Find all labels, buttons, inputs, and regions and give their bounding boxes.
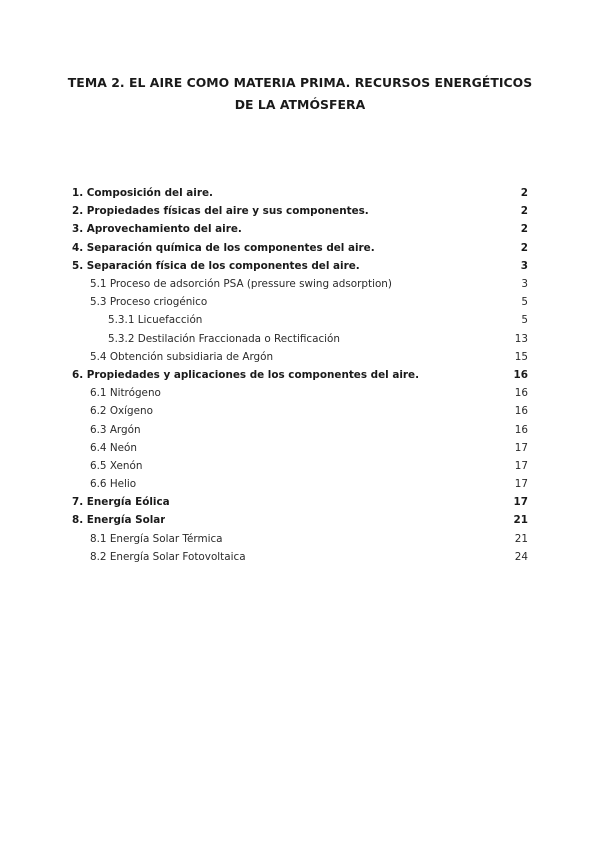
toc-entry[interactable] [72,239,528,257]
toc-entry-label: 8.1 Energía Solar Térmica [90,532,223,545]
toc-entry-page-number: 2 [520,205,528,218]
toc-entry-page-number: 16 [514,405,528,418]
toc-entry[interactable] [72,548,528,566]
table-of-contents [72,184,528,566]
toc-entry-label: 5.3.2 Destilación Fraccionada o Rectificación [108,332,341,345]
toc-entry[interactable] [72,293,528,311]
title-line-2: DE LA ATMÓSFERA [234,97,366,112]
toc-entry-page-number: 2 [520,187,528,200]
toc-entry-page-number: 2 [520,223,528,236]
toc-entry-label: 6.1 Nitrógeno [90,387,161,400]
toc-entry-label: 1. Composición del aire. [72,187,213,200]
toc-entry-page-number: 16 [514,423,528,436]
toc-entry-label: 8.2 Energía Solar Fotovoltaica [90,550,246,563]
toc-entry[interactable] [72,475,528,493]
toc-entry[interactable] [72,348,528,366]
toc-entry-page-number: 17 [514,441,528,454]
toc-entry-label: 2. Propiedades físicas del aire y sus componentes. [72,205,369,218]
toc-entry-page-number: 21 [513,514,528,527]
toc-entry[interactable] [72,220,528,238]
toc-entry[interactable] [72,420,528,438]
toc-entry-page-number: 17 [514,459,528,472]
toc-entry[interactable] [72,184,528,202]
toc-entry-page-number: 16 [513,368,528,381]
toc-entry-label: 7. Energía Eólica [72,496,170,509]
toc-entry[interactable] [72,257,528,275]
toc-entry[interactable] [72,311,528,329]
toc-entry-label: 6. Propiedades y aplicaciones de los componentes del aire. [72,368,420,381]
toc-entry-page-number: 17 [513,496,528,509]
toc-entry[interactable] [72,202,528,220]
toc-entry-label: 5.1 Proceso de adsorción PSA (pressure swing adsorption) [90,278,392,291]
toc-entry-page-number: 3 [520,259,528,272]
toc-entry[interactable] [72,530,528,548]
toc-entry-label: 8. Energía Solar [72,514,166,527]
toc-entry[interactable] [72,511,528,529]
toc-entry[interactable] [72,384,528,402]
page-title [60,72,540,116]
toc-entry-page-number: 16 [514,387,528,400]
toc-entry-label: 3. Aprovechamiento del aire. [72,223,242,236]
toc-entry[interactable] [72,493,528,511]
toc-entry-label: 6.6 Helio [90,478,137,491]
toc-entry[interactable] [72,366,528,384]
toc-entry-label: 5.3.1 Licuefacción [108,314,203,327]
toc-entry-page-number: 13 [514,332,528,345]
toc-entry-label: 5.4 Obtención subsidiaria de Argón [90,350,274,363]
title-line-1: TEMA 2. EL AIRE COMO MATERIA PRIMA. RECURSOS ENERGÉTICOS [67,75,533,90]
toc-entry[interactable] [72,457,528,475]
toc-entry-label: 6.2 Oxígeno [90,405,153,418]
toc-entry-page-number: 21 [514,532,528,545]
toc-entry-page-number: 3 [521,278,528,291]
toc-entry-page-number: 17 [514,478,528,491]
toc-entry-page-number: 5 [521,296,528,309]
toc-entry-label: 5.3 Proceso criogénico [90,296,208,309]
toc-entry-page-number: 24 [514,550,528,563]
toc-entry-label: 6.4 Neón [90,441,137,454]
toc-entry-label: 5. Separación física de los componentes del aire. [72,259,360,272]
toc-entry[interactable] [72,275,528,293]
toc-entry-label: 6.3 Argón [90,423,141,436]
toc-entry[interactable] [72,439,528,457]
toc-entry-label: 6.5 Xenón [90,459,143,472]
toc-entry-page-number: 2 [520,241,528,254]
toc-entry-page-number: 5 [521,314,528,327]
toc-entry-page-number: 15 [514,350,528,363]
toc-entry[interactable] [72,330,528,348]
toc-entry-label: 4. Separación química de los componentes del aire. [72,241,375,254]
toc-entry[interactable] [72,402,528,420]
